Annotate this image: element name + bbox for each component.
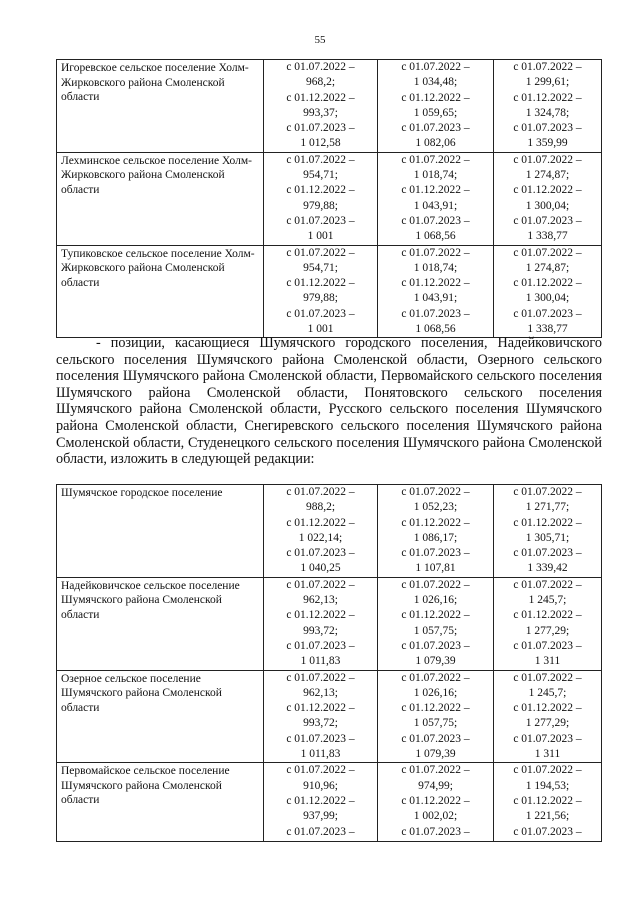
settlement-name: Первомайское сельское поселение Шумячского района Смоленской области bbox=[57, 763, 264, 842]
tariff-line: 1 300,04; bbox=[525, 199, 570, 212]
tariff-line: 1 277,29; bbox=[525, 717, 570, 730]
tariff-line: 1 001 bbox=[307, 323, 334, 336]
tariff-line: с 01.07.2022 – bbox=[401, 153, 470, 166]
tariff-line: 1 079,39 bbox=[415, 748, 456, 761]
table-row bbox=[57, 577, 602, 670]
table-row bbox=[57, 245, 602, 338]
tariff-line: с 01.07.2023 – bbox=[513, 732, 582, 745]
tariff-line: 1 079,39 bbox=[415, 655, 456, 668]
tariff-cell-col2 bbox=[378, 577, 494, 670]
tariff-cell-col3 bbox=[494, 577, 602, 670]
tariff-line: 979,88; bbox=[303, 292, 338, 305]
tariff-line: 1 043,91; bbox=[413, 292, 458, 305]
tariff-line: 993,72; bbox=[303, 624, 338, 637]
tariff-cell-col3 bbox=[494, 60, 602, 153]
tariff-line: 1 001 bbox=[307, 230, 334, 243]
tariff-line: 1 245,7; bbox=[528, 594, 567, 607]
tariff-cell-col3 bbox=[494, 485, 602, 578]
tariff-line: с 01.07.2022 – bbox=[401, 671, 470, 684]
tariff-line: с 01.12.2022 – bbox=[286, 794, 355, 807]
tariff-line: 1 324,78; bbox=[525, 106, 570, 119]
tariff-line: 1 026,16; bbox=[413, 686, 458, 699]
tariff-cell-col1 bbox=[264, 670, 378, 763]
tariff-cell-col2 bbox=[378, 152, 494, 245]
tariff-line: с 01.07.2022 – bbox=[286, 486, 355, 498]
tariff-line: 974,99; bbox=[418, 779, 453, 792]
tariff-line: с 01.12.2022 – bbox=[401, 702, 470, 715]
tariff-line: 1 026,16; bbox=[413, 594, 458, 607]
tariff-line: с 01.12.2022 – bbox=[513, 702, 582, 715]
tariff-line: с 01.07.2022 – bbox=[513, 578, 582, 591]
tariff-line: с 01.07.2023 – bbox=[401, 307, 470, 320]
tariff-line: 1 068,56 bbox=[415, 323, 456, 336]
tariff-line: 1 059,65; bbox=[413, 106, 458, 119]
tariff-line: с 01.12.2022 – bbox=[401, 609, 470, 622]
settlement-name: Игоревское сельское поселение Холм-Жирковского района Смоленской области bbox=[57, 60, 264, 153]
tariff-line: с 01.12.2022 – bbox=[286, 91, 355, 104]
tariff-line: 1 057,75; bbox=[413, 717, 458, 730]
tariff-line: 1 107,81 bbox=[415, 562, 456, 575]
tariff-cell-col1 bbox=[264, 485, 378, 578]
tariff-line: 1 040,25 bbox=[300, 562, 341, 575]
table-row bbox=[57, 763, 602, 842]
tariff-table-top bbox=[56, 59, 602, 338]
tariff-line: с 01.12.2022 – bbox=[286, 609, 355, 622]
tariff-line: с 01.07.2022 – bbox=[513, 764, 582, 777]
tariff-line: с 01.07.2022 – bbox=[401, 486, 470, 498]
tariff-line: 1 338,77 bbox=[527, 323, 568, 336]
tariff-line: с 01.12.2022 – bbox=[286, 516, 355, 529]
tariff-line: 954,71; bbox=[303, 261, 338, 274]
settlement-name: Лехминское сельское поселение Холм-Жирковского района Смоленской области bbox=[57, 152, 264, 245]
tariff-line: 1 274,87; bbox=[525, 261, 570, 274]
tariff-line: с 01.07.2023 – bbox=[513, 639, 582, 652]
tariff-line: 1 338,77 bbox=[527, 230, 568, 243]
tariff-line: 910,96; bbox=[303, 779, 338, 792]
tariff-cell-col3 bbox=[494, 763, 602, 842]
tariff-cell-col2 bbox=[378, 60, 494, 153]
tariff-line: с 01.07.2022 – bbox=[286, 61, 355, 73]
tariff-line: 954,71; bbox=[303, 169, 338, 182]
tariff-line: с 01.12.2022 – bbox=[513, 609, 582, 622]
tariff-line: с 01.12.2022 – bbox=[401, 516, 470, 529]
tariff-line: с 01.12.2022 – bbox=[513, 794, 582, 807]
tariff-line: 1 002,02; bbox=[413, 810, 458, 823]
tariff-cell-col2 bbox=[378, 245, 494, 338]
tariff-line: с 01.07.2023 – bbox=[286, 307, 355, 320]
tariff-line: с 01.07.2022 – bbox=[401, 61, 470, 73]
tariff-line: с 01.07.2023 – bbox=[286, 122, 355, 135]
tariff-cell-col2 bbox=[378, 670, 494, 763]
tariff-line: 1 311 bbox=[534, 748, 561, 761]
tariff-line: с 01.12.2022 – bbox=[401, 277, 470, 290]
tariff-table-bottom bbox=[56, 484, 602, 842]
tariff-line: с 01.12.2022 – bbox=[513, 277, 582, 290]
tariff-line: 1 011,83 bbox=[300, 655, 341, 668]
tariff-line: 1 271,77; bbox=[525, 501, 570, 514]
tariff-cell-col2 bbox=[378, 763, 494, 842]
table-row bbox=[57, 485, 602, 578]
tariff-cell-col3 bbox=[494, 152, 602, 245]
tariff-line: с 01.07.2022 – bbox=[286, 578, 355, 591]
tariff-line: 1 018,74; bbox=[413, 169, 458, 182]
tariff-line: 993,72; bbox=[303, 717, 338, 730]
tariff-line: с 01.12.2022 – bbox=[513, 184, 582, 197]
settlement-name: Тупиковское сельское поселение Холм-Жирковского района Смоленской области bbox=[57, 245, 264, 338]
tariff-line: 968,2; bbox=[305, 76, 336, 89]
tariff-line: с 01.07.2023 – bbox=[401, 122, 470, 135]
tariff-line: 1 086,17; bbox=[413, 531, 458, 544]
tariff-line: с 01.07.2022 – bbox=[286, 246, 355, 259]
tariff-line: 1 277,29; bbox=[525, 624, 570, 637]
tariff-line: с 01.07.2023 – bbox=[513, 825, 582, 838]
tariff-line: с 01.12.2022 – bbox=[513, 516, 582, 529]
tariff-line: с 01.07.2023 – bbox=[401, 214, 470, 227]
tariff-line: с 01.07.2022 – bbox=[513, 153, 582, 166]
table-row bbox=[57, 60, 602, 153]
tariff-line: 1 311 bbox=[534, 655, 561, 668]
tariff-line: 1 012,58 bbox=[300, 137, 341, 150]
tariff-line: с 01.07.2023 – bbox=[286, 732, 355, 745]
tariff-line: с 01.07.2022 – bbox=[286, 671, 355, 684]
tariff-cell-col3 bbox=[494, 245, 602, 338]
tariff-line: 937,99; bbox=[303, 810, 338, 823]
tariff-line: 988,2; bbox=[305, 501, 336, 514]
tariff-line: 1 245,7; bbox=[528, 686, 567, 699]
tariff-line: с 01.07.2023 – bbox=[513, 214, 582, 227]
tariff-line: 1 011,83 bbox=[300, 748, 341, 761]
tariff-line: с 01.07.2023 – bbox=[286, 825, 355, 838]
tariff-line: с 01.07.2023 – bbox=[401, 825, 470, 838]
tariff-line: с 01.07.2022 – bbox=[513, 246, 582, 259]
tariff-line: с 01.12.2022 – bbox=[286, 277, 355, 290]
tariff-line: с 01.07.2022 – bbox=[401, 764, 470, 777]
tariff-cell-col1 bbox=[264, 152, 378, 245]
tariff-line: с 01.07.2022 – bbox=[513, 61, 582, 73]
tariff-line: 1 034,48; bbox=[413, 76, 458, 89]
tariff-line: с 01.12.2022 – bbox=[286, 184, 355, 197]
tariff-line: 1 082,06 bbox=[415, 137, 456, 150]
tariff-line: 962,13; bbox=[303, 594, 338, 607]
tariff-line: с 01.07.2023 – bbox=[401, 639, 470, 652]
tariff-line: 1 068,56 bbox=[415, 230, 456, 243]
tariff-line: 1 221,56; bbox=[525, 810, 570, 823]
tariff-line: 1 339,42 bbox=[527, 562, 568, 575]
tariff-line: с 01.07.2022 – bbox=[513, 671, 582, 684]
tariff-line: с 01.12.2022 – bbox=[513, 91, 582, 104]
tariff-line: 993,37; bbox=[303, 106, 338, 119]
tariff-line: с 01.12.2022 – bbox=[286, 702, 355, 715]
tariff-line: с 01.07.2022 – bbox=[401, 578, 470, 591]
tariff-cell-col1 bbox=[264, 60, 378, 153]
tariff-line: с 01.07.2022 – bbox=[286, 153, 355, 166]
page-number: 55 bbox=[314, 34, 326, 46]
tariff-cell-col3 bbox=[494, 670, 602, 763]
tariff-line: с 01.07.2023 – bbox=[513, 547, 582, 560]
settlement-name: Озерное сельское поселение Шумячского района Смоленской области bbox=[57, 670, 264, 763]
tariff-line: с 01.07.2023 – bbox=[286, 547, 355, 560]
table-row bbox=[57, 152, 602, 245]
tariff-line: с 01.07.2023 – bbox=[513, 307, 582, 320]
tariff-line: 1 300,04; bbox=[525, 292, 570, 305]
table-row bbox=[57, 670, 602, 763]
tariff-line: с 01.12.2022 – bbox=[401, 184, 470, 197]
tariff-line: с 01.07.2023 – bbox=[513, 122, 582, 135]
tariff-cell-col2 bbox=[378, 485, 494, 578]
tariff-line: 1 359,99 bbox=[527, 137, 568, 150]
tariff-line: с 01.07.2023 – bbox=[401, 547, 470, 560]
tariff-line: 1 299,61; bbox=[525, 76, 570, 89]
tariff-line: 1 022,14; bbox=[298, 531, 343, 544]
tariff-cell-col1 bbox=[264, 577, 378, 670]
tariff-line: с 01.07.2022 – bbox=[513, 486, 582, 498]
tariff-line: 979,88; bbox=[303, 199, 338, 212]
tariff-line: с 01.07.2023 – bbox=[286, 214, 355, 227]
tariff-line: 1 194,53; bbox=[525, 779, 570, 792]
tariff-line: с 01.12.2022 – bbox=[401, 91, 470, 104]
tariff-line: с 01.07.2022 – bbox=[286, 764, 355, 777]
amendment-paragraph: - позиции, касающиеся Шумячского городского поселения, Надейковичского сельского поселения Шумячского района Смоленской области, Озерного сельского поселения Шумячского района Смоленской области, Первомайского сельского поселения Шумячского района Смоленской области, Понятовского сельского поселения Шумячского района Смоленской области, Русского сельского поселения Шумячского района Смоленской области, Снегиревского сельского поселения Шумячского района Смоленской области, Студенецкого сельского поселения Шумячского района Смоленской области, изложить в следующей редакции: bbox=[56, 335, 602, 468]
tariff-cell-col1 bbox=[264, 245, 378, 338]
tariff-line: с 01.07.2023 – bbox=[401, 732, 470, 745]
tariff-line: 1 043,91; bbox=[413, 199, 458, 212]
tariff-line: с 01.07.2023 – bbox=[286, 639, 355, 652]
tariff-line: 962,13; bbox=[303, 686, 338, 699]
tariff-line: 1 052,23; bbox=[413, 501, 458, 514]
tariff-line: 1 305,71; bbox=[525, 531, 570, 544]
settlement-name: Шумячское городское поселение bbox=[57, 485, 264, 578]
tariff-line: с 01.07.2022 – bbox=[401, 246, 470, 259]
tariff-line: 1 018,74; bbox=[413, 261, 458, 274]
tariff-line: 1 274,87; bbox=[525, 169, 570, 182]
tariff-line: 1 057,75; bbox=[413, 624, 458, 637]
tariff-cell-col1 bbox=[264, 763, 378, 842]
settlement-name: Надейковичское сельское поселение Шумячского района Смоленской области bbox=[57, 577, 264, 670]
tariff-line: с 01.12.2022 – bbox=[401, 794, 470, 807]
